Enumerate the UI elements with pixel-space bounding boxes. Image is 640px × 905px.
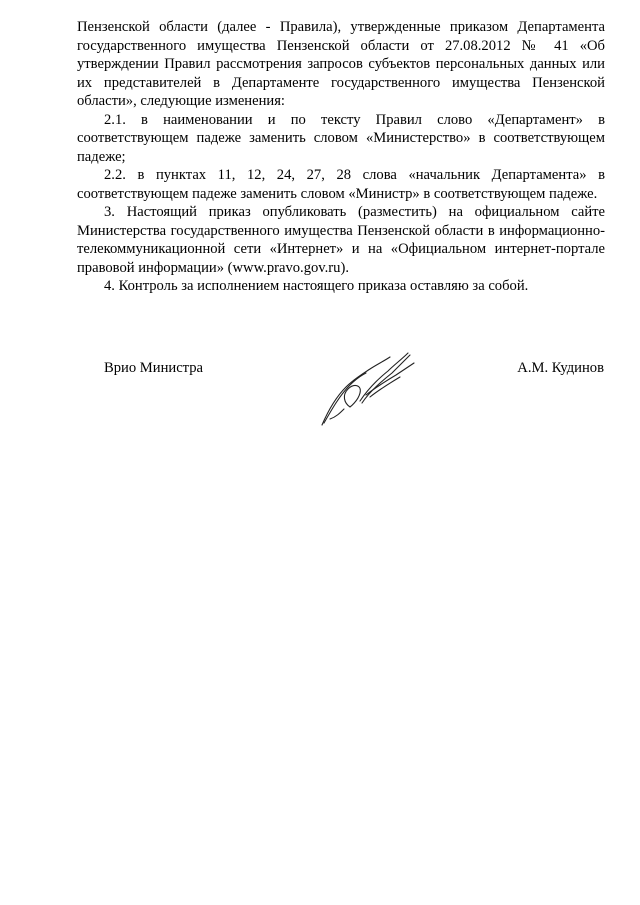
paragraph-2-1: 2.1. в наименовании и по тексту Правил слово «Департамент» в соответствующем падеже заменить словом «Министерство» в соответствующем падеже;	[77, 111, 605, 165]
paragraph-amendment-intro: Пензенской области (далее - Правила), утвержденные приказом Департамента государственного имущества Пензенской области от 27.08.2012 № 41 «Об утверждении Правил рассмотрения запросов субъектов персональных данных или их представителей в Департаменте государственного имущества Пензенской области», следующие изменения:	[77, 19, 605, 109]
signatory-title: Врио Министра	[104, 360, 203, 376]
handwritten-signature-icon	[310, 345, 425, 430]
document-body	[77, 18, 605, 296]
signatory-name: А.М. Кудинов	[517, 360, 604, 376]
paragraph-4-control: 4. Контроль за исполнением настоящего приказа оставляю за собой.	[104, 278, 529, 294]
paragraph-2-2: 2.2. в пунктах 11, 12, 24, 27, 28 слова «начальник Департамента» в соответствующем падеже заменить словом «Министр» в соответствующем падеже.	[77, 167, 605, 202]
paragraph-3-publication: 3. Настоящий приказ опубликовать (разместить) на официальном сайте Министерства государственного имущества Пензенской области в информационно-телекоммуникационной сети «Интернет» и на «Официальном интернет-портале правовой информации» (www.pravo.gov.ru).	[77, 204, 605, 276]
